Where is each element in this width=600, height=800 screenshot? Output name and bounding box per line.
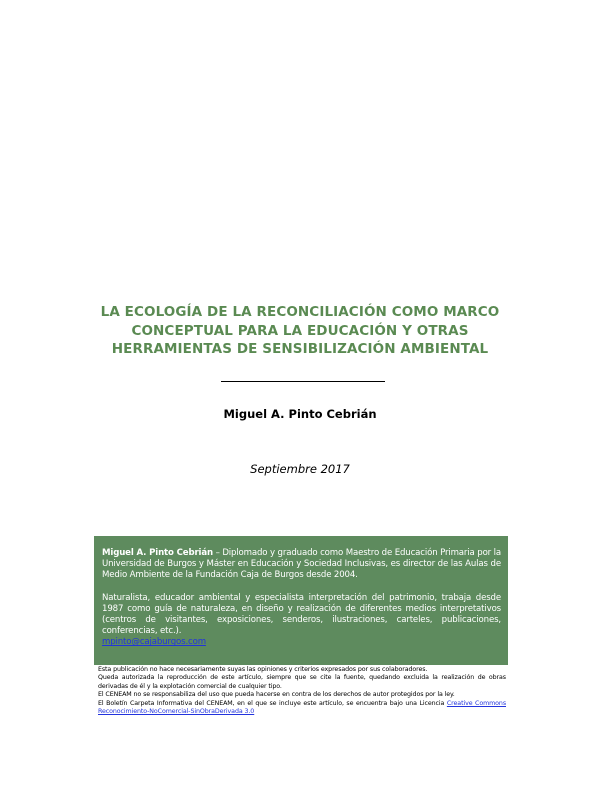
legal-footer xyxy=(98,666,506,716)
bio-author-name: Miguel A. Pinto Cebrián xyxy=(102,548,213,558)
title-line-3: HERRAMIENTAS DE SENSIBILIZACIÓN AMBIENTAL xyxy=(111,341,489,357)
author-email-link[interactable]: mpinto@cajaburgos.com xyxy=(102,637,206,648)
title-line-1: LA ECOLOGÍA DE LA RECONCILIACIÓN COMO MARCO xyxy=(100,304,500,320)
title-line-2: CONCEPTUAL PARA LA EDUCACIÓN Y OTRAS xyxy=(131,322,469,339)
license-link[interactable]: Creative Commons Reconocimiento-NoComercial-SinObraDerivada 3.0 xyxy=(98,699,506,716)
author-name: Miguel A. Pinto Cebrián xyxy=(223,407,377,421)
bio-paragraph-2-text: Naturalista, educador ambiental y especialista interpretación del patrimonio, trabaja desde 1987 como guía de naturaleza, en diseño y realización de diferentes medios interpretativos (centros de visitantes, exposiciones, senderos, ilustraciones, carteles, publicaciones, conferencias, etc.). xyxy=(102,592,501,637)
footer-line-3: El CENEAM no se responsabiliza del uso que pueda hacerse en contra de los derechos de autor protegidos por la ley. xyxy=(98,691,455,699)
bio-paragraph-1-text: – Diplomado y graduado como Maestro de Educación Primaria por la Universidad de Burgos y Máster en Educación y Sociedad Inclusivas, es director de las Aulas de Medio Ambiente de la Fundación Caja de Burgos desde 2004. xyxy=(102,548,502,581)
footer-line-4-text: El Boletín Carpeta Informativa del CENEAM, en el que se incluye este artículo, se encuentra bajo una Licencia xyxy=(98,699,447,707)
bio-paragraph-1 xyxy=(102,548,501,582)
author-bio-box xyxy=(94,536,508,665)
bio-paragraph-2 xyxy=(102,593,501,649)
document-title xyxy=(60,303,540,359)
footer-line-4 xyxy=(98,700,506,717)
title-divider xyxy=(221,381,385,382)
publication-date: Septiembre 2017 xyxy=(250,462,350,476)
footer-line-2: Queda autorizada la reproducción de este artículo, siempre que se cite la fuente, quedando excluida la realización de obras derivadas de él y la explotación comercial de cualquier tipo. xyxy=(98,674,506,690)
footer-line-1: Esta publicación no hace necesariamente suyas las opiniones y criterios expresados por sus colaboradores. xyxy=(98,666,428,673)
